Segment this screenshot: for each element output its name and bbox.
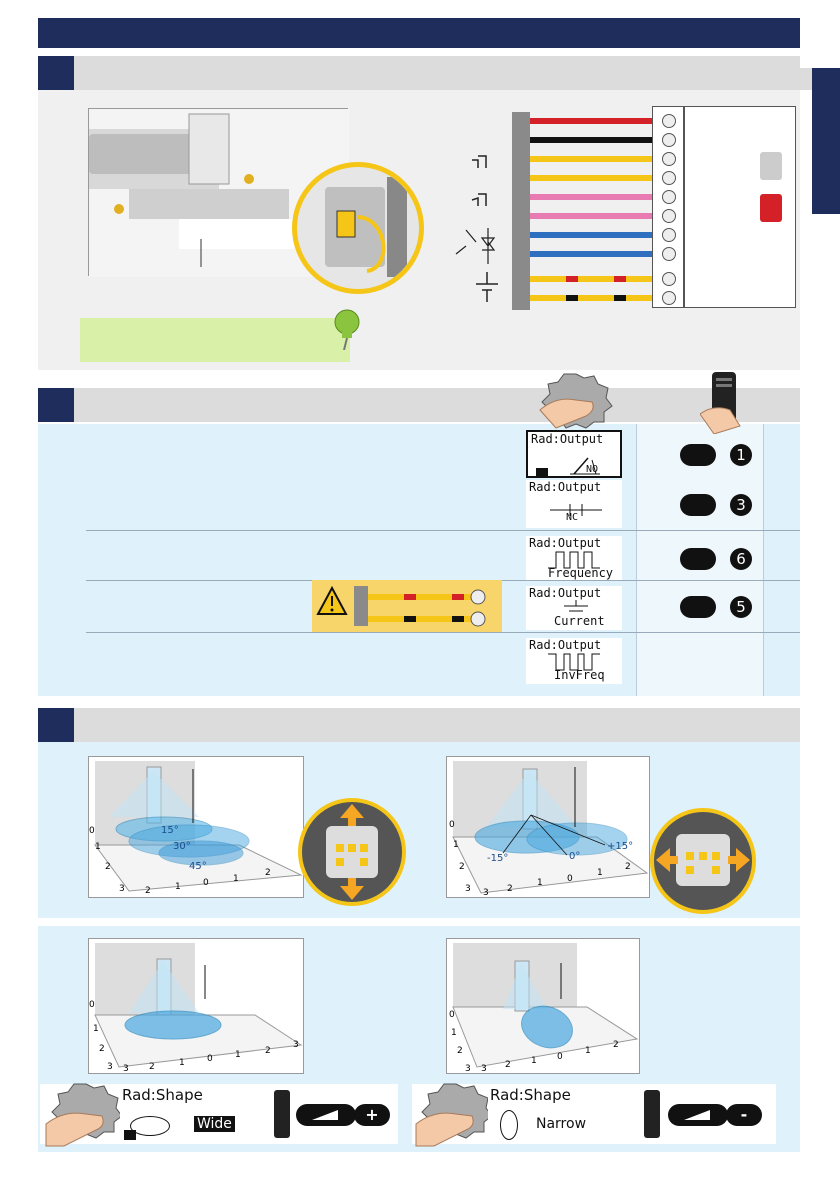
- axis-tick: 1: [585, 1046, 591, 1056]
- axis-tick: 3: [483, 888, 489, 897]
- wire-yellow-black: [530, 295, 672, 301]
- lcd-title: Rad:Output: [529, 638, 602, 652]
- wire-pink-1: [530, 194, 672, 200]
- axis-tick: 2: [145, 886, 151, 896]
- lcd-output-invfreq: [526, 638, 622, 684]
- wire-blue-1: [530, 232, 672, 238]
- warning-icon: [312, 580, 502, 632]
- section-2-number: [38, 388, 74, 422]
- axis-tick: 2: [149, 1062, 155, 1072]
- lcd-title: Rad:Output: [529, 480, 602, 494]
- remote-control-icon: [700, 370, 750, 438]
- lcd-label: NO: [586, 464, 599, 475]
- wire-pink-2: [530, 213, 672, 219]
- section-1-number: [38, 56, 74, 90]
- axis-tick: 0: [449, 1010, 455, 1020]
- plus-label: +: [365, 1105, 379, 1124]
- relay-symbols: [448, 150, 508, 314]
- flag-icon: [124, 1130, 136, 1140]
- axis-tick: 1: [175, 882, 181, 892]
- press-button-icon: [536, 370, 616, 434]
- wire-yellow-red: [530, 276, 672, 282]
- terminal: [662, 228, 676, 242]
- axis-tick: 3: [107, 1062, 113, 1072]
- lcd-title: Rad:Output: [531, 432, 604, 446]
- remote-number: 5: [730, 596, 752, 618]
- angle-label: +15°: [607, 841, 634, 852]
- axis-tick: 1: [537, 878, 543, 888]
- axis-tick: 0: [557, 1052, 563, 1062]
- axis-tick: 1: [93, 1024, 99, 1034]
- wire-yellow-1: [530, 156, 672, 162]
- title-bar: [38, 18, 800, 48]
- press-button-icon: [44, 1080, 124, 1152]
- lcd-output-current: [526, 586, 622, 630]
- remote-key-button[interactable]: [680, 596, 716, 618]
- axis-tick: 1: [531, 1056, 537, 1066]
- wire-black: [530, 137, 672, 143]
- axis-tick: 3: [293, 1040, 299, 1050]
- side-adjust-circle: [650, 808, 756, 914]
- axis-tick: 2: [265, 868, 271, 878]
- lcd-shape-narrow: [488, 1086, 600, 1142]
- remote-number: 3: [730, 494, 752, 516]
- lcd-output-frequency: [526, 536, 622, 580]
- angle-label: 30°: [173, 841, 191, 852]
- terminal: [662, 272, 676, 286]
- axis-tick: 3: [465, 884, 471, 894]
- lcd-output-nc: [526, 480, 622, 528]
- remote-key-button[interactable]: [680, 494, 716, 516]
- lcd-label: Frequency: [548, 566, 614, 580]
- row-divider: [86, 530, 800, 531]
- lcd-value: Narrow: [536, 1116, 587, 1132]
- angle-label: 45°: [189, 861, 207, 872]
- wide-shape-diagram: [88, 938, 304, 1074]
- angle-label: 0°: [569, 851, 581, 862]
- note-box: [80, 318, 350, 362]
- axis-tick: 0: [449, 820, 455, 830]
- plus-button[interactable]: [354, 1104, 390, 1126]
- side-tab: [812, 68, 840, 214]
- remote-mini-icon: [274, 1090, 290, 1138]
- remote-number: 6: [730, 548, 752, 570]
- lcd-shape-wide: [120, 1086, 232, 1142]
- axis-tick: 2: [459, 862, 465, 872]
- safety-icon: [760, 194, 782, 222]
- lcd-title: Rad:Output: [529, 536, 602, 550]
- zoom-circle: [292, 162, 424, 294]
- press-button-icon: [414, 1080, 494, 1152]
- axis-tick: 3: [123, 1064, 129, 1073]
- axis-tick: 2: [457, 1046, 463, 1056]
- wire-blue-2: [530, 251, 672, 257]
- axis-tick: 1: [233, 874, 239, 884]
- minus-label: -: [740, 1105, 748, 1124]
- axis-tick: 1: [451, 1028, 457, 1038]
- axis-tick: 0: [567, 874, 573, 884]
- lcd-output-no: [526, 430, 622, 478]
- axis-tick: 3: [119, 884, 125, 894]
- wire-red: [530, 118, 672, 124]
- axis-tick: 0: [89, 1000, 95, 1010]
- angle-label: 15°: [161, 825, 179, 836]
- terminal: [662, 133, 676, 147]
- lcd-title: Rad:Output: [529, 586, 602, 600]
- pushpin-icon: [330, 306, 364, 354]
- axis-tick: 1: [453, 840, 459, 850]
- angle-label: -15°: [487, 853, 509, 864]
- axis-tick: 2: [265, 1046, 271, 1056]
- terminal: [662, 190, 676, 204]
- lcd-title: Rad:Shape: [122, 1086, 203, 1104]
- side-tab-light: [800, 68, 812, 90]
- axis-tick: 1: [95, 842, 101, 852]
- terminal: [662, 291, 676, 305]
- lcd-title: Rad:Shape: [490, 1086, 571, 1104]
- axis-tick: 0: [203, 878, 209, 888]
- axis-tick: 0: [89, 826, 95, 836]
- motion-sensor-icon: [760, 152, 782, 180]
- remote-key-button[interactable]: [680, 548, 716, 570]
- axis-tick: 2: [505, 1060, 511, 1070]
- section-1-header: [38, 56, 800, 90]
- tilt-angle-diagram: [88, 756, 304, 898]
- axis-tick: 3: [481, 1064, 487, 1073]
- row-divider: [86, 632, 800, 633]
- side-angle-diagram: [446, 756, 650, 898]
- wire-yellow-2: [530, 175, 672, 181]
- section-3-number: [38, 708, 74, 742]
- axis-tick: 3: [465, 1064, 471, 1073]
- axis-tick: 1: [179, 1058, 185, 1068]
- remote-number: 1: [730, 444, 752, 466]
- tilt-adjust-circle: [298, 798, 406, 906]
- terminal: [662, 152, 676, 166]
- axis-tick: 0: [207, 1054, 213, 1064]
- axis-tick: 1: [235, 1050, 241, 1060]
- terminal: [662, 247, 676, 261]
- terminal: [662, 114, 676, 128]
- axis-tick: 1: [597, 868, 603, 878]
- axis-tick: 2: [613, 1040, 619, 1050]
- ellipse-wide-icon: [130, 1116, 170, 1136]
- lcd-label: Current: [554, 614, 605, 628]
- cable-sheath: [512, 112, 530, 310]
- minus-button[interactable]: [726, 1104, 762, 1126]
- terminal: [662, 209, 676, 223]
- ramp-button[interactable]: [668, 1104, 728, 1126]
- axis-tick: 2: [625, 862, 631, 872]
- axis-tick: 2: [507, 884, 513, 894]
- lcd-value: Wide: [194, 1116, 235, 1132]
- narrow-shape-diagram: [446, 938, 640, 1074]
- remote-mini-icon: [644, 1090, 660, 1138]
- axis-tick: 2: [99, 1044, 105, 1054]
- axis-tick: 2: [105, 862, 111, 872]
- lcd-label: NC: [566, 512, 579, 523]
- warning-box: [312, 580, 502, 632]
- ramp-button[interactable]: [296, 1104, 356, 1126]
- lcd-label: InvFreq: [554, 668, 605, 682]
- remote-key-button[interactable]: [680, 444, 716, 466]
- ellipse-narrow-icon: [500, 1110, 518, 1140]
- terminal: [662, 171, 676, 185]
- section-3-header: [38, 708, 800, 742]
- section-2-header: [38, 388, 800, 422]
